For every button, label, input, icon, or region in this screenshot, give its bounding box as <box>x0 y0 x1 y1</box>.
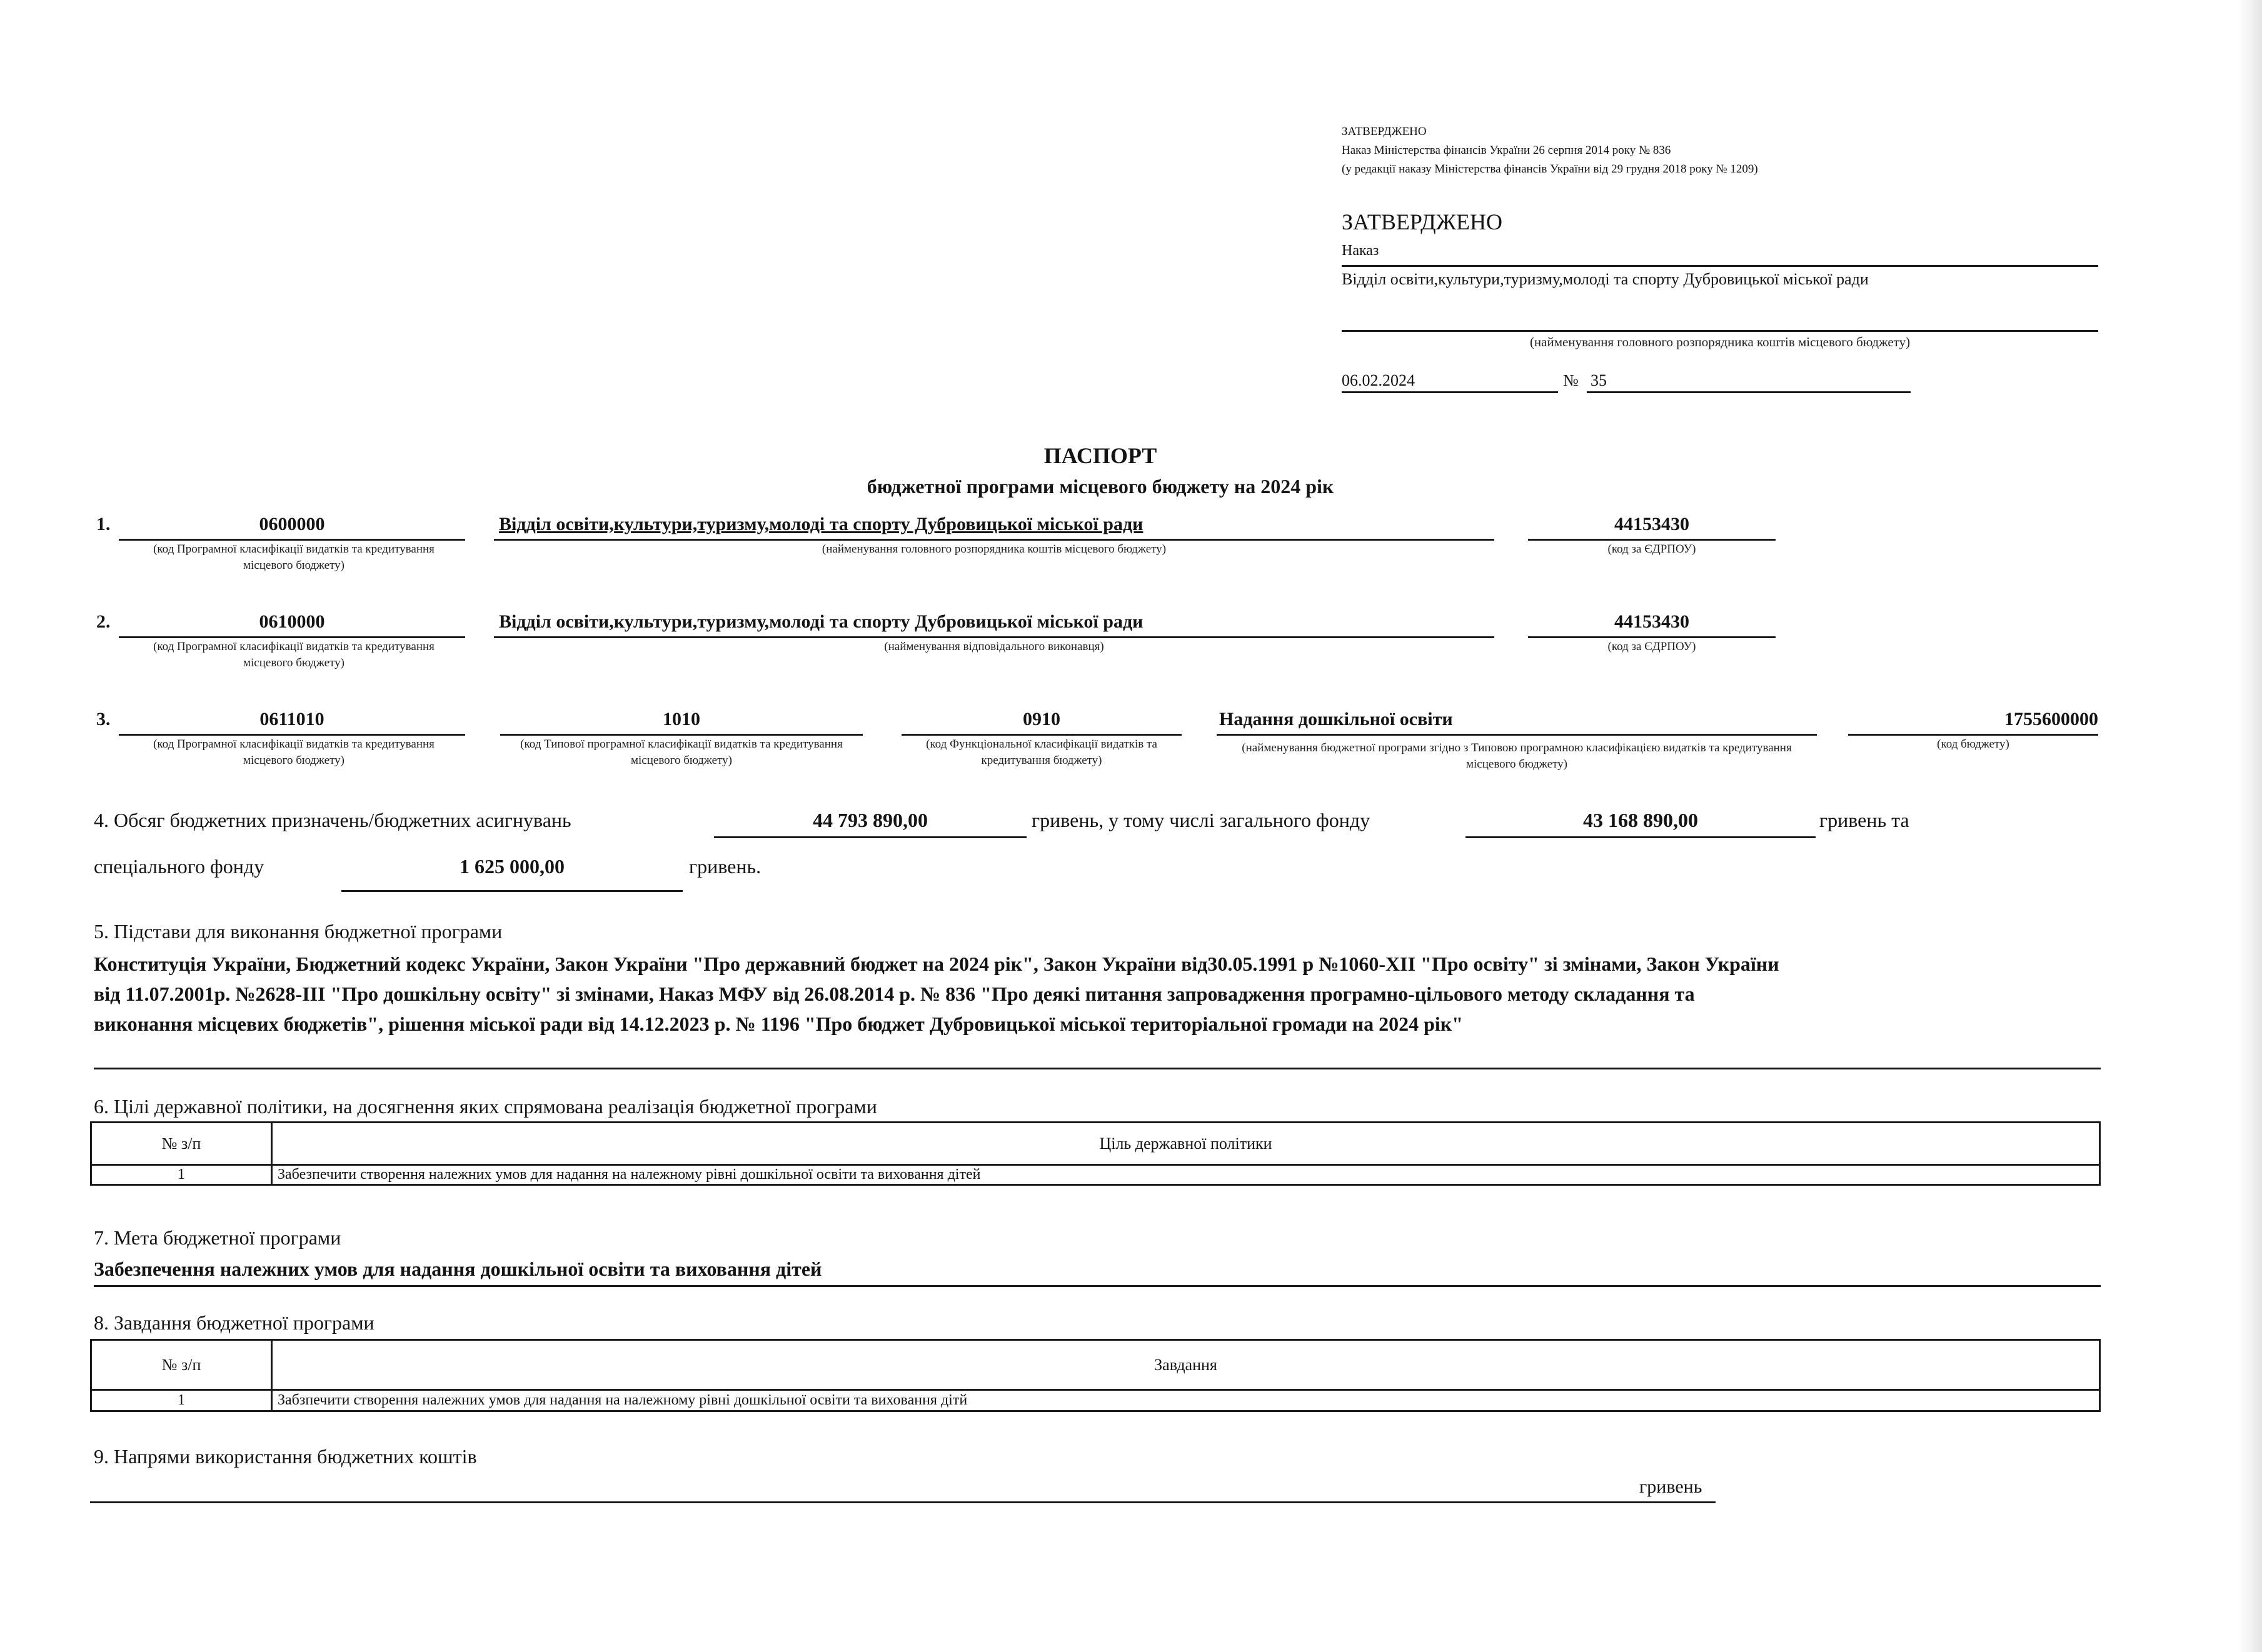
approval-organization-caption: (найменування головного розпорядника коштів місцевого бюджету) <box>1529 334 1911 349</box>
row3-typical-caption: (код Типової програмної класифікації видатків та кредитування місцевого бюджету) <box>520 738 843 767</box>
section5-label: 5. Підстави для виконання бюджетної програми <box>94 920 503 943</box>
section4-special-underline <box>341 855 683 892</box>
section4-general: 43 168 890,00 <box>1583 809 1698 831</box>
row1-code-underline <box>119 514 465 541</box>
section8-col-num: № з/п <box>91 1340 272 1390</box>
row1-edrpou-underline <box>1528 514 1776 541</box>
approval-reference <box>1342 123 2092 179</box>
approval-title: ЗАТВЕРДЖЕНО <box>1342 209 1502 234</box>
section9-underline <box>90 1475 1716 1503</box>
row2-code-caption: (код Програмної класифікації видатків та кредитування місцевого бюджету) <box>153 640 435 669</box>
row1-edrpou-caption: (код за ЄДРПОУ) <box>1607 543 1696 556</box>
row3-budget-caption: (код бюджету) <box>1937 738 2009 751</box>
row3-program-underline <box>1217 709 1817 736</box>
section9-unit: гривень <box>1639 1476 1702 1497</box>
approval-order-underline <box>1342 249 2098 267</box>
table-row <box>91 1165 2100 1185</box>
approval-reference-revision: (у редакції наказу Міністерства фінансів України від 29 грудня 2018 року № 1209) <box>1342 163 1758 176</box>
row2-name: Відділ освіти,культури,туризму,молоді та спорту Дубровицької міської ради <box>499 611 1144 632</box>
section9-label: 9. Напрями використання бюджетних коштів <box>94 1445 477 1468</box>
section4-general-underline <box>1465 809 1816 838</box>
document-subtitle: бюджетної програми місцевого бюджету на 2024 рік <box>867 475 1334 498</box>
row1-index: 1. <box>96 514 111 534</box>
section4-total: 44 793 890,00 <box>813 809 928 831</box>
section4-text-end: гривень та <box>1819 809 1909 831</box>
approval-organization: Відділ освіти,культури,туризму,молоді та спорту Дубровицької міської ради <box>1342 270 1869 288</box>
row1-edrpou: 44153430 <box>1614 514 1689 534</box>
row2-name-underline <box>494 611 1494 638</box>
row3-functional-code: 0910 <box>1023 709 1060 729</box>
section8-label: 8. Завдання бюджетної програми <box>94 1311 374 1334</box>
row2-edrpou: 44153430 <box>1614 611 1689 632</box>
approval-number-label: № <box>1563 371 1579 389</box>
row2-name-caption: (найменування відповідального виконавця) <box>884 640 1104 653</box>
section4-special: 1 625 000,00 <box>460 855 565 878</box>
section8-col-task: Завдання <box>272 1340 2100 1390</box>
section5-line-3: виконання місцевих бюджетів", рішення міської ради від 14.12.2023 р. № 1196 "Про бюджет Дубровицької міської територіальної громади на 2024 рік" <box>94 1013 1463 1035</box>
row3-budget-underline <box>1848 709 2098 736</box>
approval-date: 06.02.2024 <box>1342 371 1415 389</box>
approval-order-label: Наказ <box>1342 243 1379 259</box>
row3-functional-underline <box>902 709 1182 736</box>
section5-line-1: Конституція України, Бюджетний кодекс України, Закон України "Про державний бюджет на 2024 рік", Закон України від30.05.1991 р №1060-XII "Про освіту" зі змінами, Закон України <box>94 953 1779 975</box>
row3-code-caption: (код Програмної класифікації видатків та кредитування місцевого бюджету) <box>153 738 435 767</box>
section7-text: Забезпечення належних умов для надання дошкільної освіти та виховання дітей <box>94 1258 822 1280</box>
section5-legal-basis <box>94 949 2107 1039</box>
document-title: ПАСПОРТ <box>1043 443 1157 468</box>
table-row <box>91 1390 2100 1411</box>
row1-code-caption: (код Програмної класифікації видатків та кредитування місцевого бюджету) <box>153 543 435 572</box>
row3-typical-underline <box>500 709 863 736</box>
section4-special-end: гривень. <box>689 855 762 878</box>
row2-code: 0610000 <box>259 611 325 632</box>
section6-col-num: № з/п <box>91 1123 272 1165</box>
approval-organization-underline <box>1342 275 2098 332</box>
row2-code-underline <box>119 611 465 638</box>
row2-index: 2. <box>96 611 111 632</box>
section4-total-underline <box>714 809 1027 838</box>
section4-special-label: спеціального фонду <box>94 855 264 878</box>
section7-label: 7. Мета бюджетної програми <box>94 1226 341 1249</box>
row3-program-name: Надання дошкільної освіти <box>1219 709 1453 729</box>
row3-index: 3. <box>96 709 111 729</box>
approval-number: 35 <box>1591 371 1607 389</box>
row2-edrpou-caption: (код за ЄДРПОУ) <box>1607 640 1696 653</box>
row3-functional-caption: (код Функціональної класифікації видатків та кредитування бюджету) <box>926 738 1157 767</box>
table-header-row <box>91 1340 2100 1390</box>
row3-code-underline <box>119 709 465 736</box>
approval-reference-title: ЗАТВЕРДЖЕНО <box>1342 125 1427 138</box>
row2-edrpou-underline <box>1528 611 1776 638</box>
row3-code: 0611010 <box>259 709 324 729</box>
section5-line-2: від 11.07.2001р. №2628-ІІІ "Про дошкільну освіту" зі змінами, Наказ МФУ від 26.08.2014 р. № 836 "Про деякі питання запровадження програмно-цільового методу складання та <box>94 983 1695 1005</box>
section6-row-text: Забезпечити створення належних умов для надання на належному рівні дошкільної освіти та виховання дітей <box>272 1165 2100 1185</box>
section6-table <box>90 1121 2101 1186</box>
row1-name-caption: (найменування головного розпорядника коштів місцевого бюджету) <box>822 543 1167 556</box>
row3-program-caption: (найменування бюджетної програми згідно з Типовою програмною класифікацією видатків та кредитування місцевого бюджету) <box>1242 741 1792 771</box>
approval-reference-order: Наказ Міністерства фінансів України 26 серпня 2014 року № 836 <box>1342 144 1671 157</box>
section5-underline <box>94 1038 2101 1069</box>
row3-typical-code: 1010 <box>663 709 700 729</box>
approval-date-underline <box>1342 373 1558 393</box>
row1-code: 0600000 <box>259 514 325 534</box>
section8-table <box>90 1339 2101 1412</box>
row1-name-underline <box>494 514 1494 541</box>
section4-text-mid: гривень, у тому числі загального фонду <box>1032 809 1370 831</box>
row1-name: Відділ освіти,культури,туризму,молоді та спорту Дубровицької міської ради <box>499 514 1144 534</box>
section6-row-num: 1 <box>91 1165 272 1185</box>
section7-underline <box>94 1258 2101 1287</box>
section4-label: 4. Обсяг бюджетних призначень/бюджетних асигнувань <box>94 809 571 831</box>
approval-number-underline <box>1587 373 1911 393</box>
section8-row-num: 1 <box>91 1390 272 1411</box>
section8-row-text: Забзпечити створення належних умов для надання на належному рівні дошкільної освіти та виховання дітй <box>272 1390 2100 1411</box>
section6-label: 6. Цілі державної політики, на досягнення яких спрямована реалізація бюджетної програми <box>94 1095 877 1118</box>
scan-edge-shadow <box>2237 0 2262 1652</box>
table-header-row <box>91 1123 2100 1165</box>
section6-col-goal: Ціль державної політики <box>272 1123 2100 1165</box>
row3-budget-code: 1755600000 <box>2004 709 2098 729</box>
